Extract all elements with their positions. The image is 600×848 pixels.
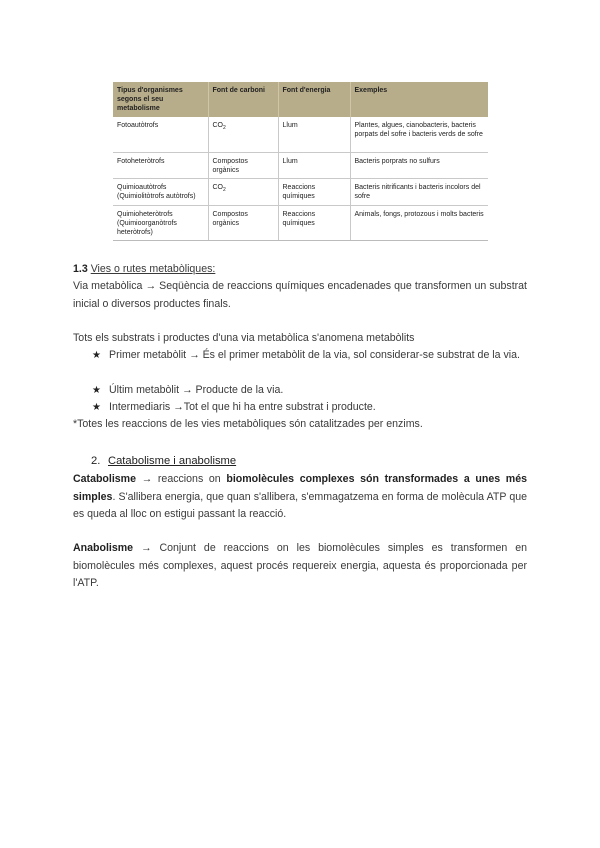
table-row [113,117,488,153]
section-title: Vies o rutes metabòliques: [90,263,216,275]
section-2-heading [91,455,236,467]
table-row [113,206,488,241]
list-item [92,382,527,400]
table-cell: Reaccions químiques [278,179,350,206]
table-cell: Llum [278,117,350,153]
list-item [92,399,527,417]
catabolism-paragraph: Catabolisme → reaccions on biomolècules complexes són transformades a unes més simples. S'allibera energia, que quan s'allibera, s'emmagatzema en forma de molècula ATP que es queda al lloc on estigui passant la reacció. [73,473,527,520]
table-header-cell: Tipus d'organismes segons el seu metabolisme [113,82,208,117]
table-cell: Llum [278,153,350,179]
table-cell: Fotoheteròtrofs [113,153,208,179]
catabolism-term: Catabolisme [73,473,136,485]
table-cell: Quimioheteròtrofs (Quimioorganòtrofs heteròtrofs) [113,206,208,241]
table-cell: Bacteris nitrificants i bacteris incolors del sofre [350,179,488,206]
list-item [92,347,527,365]
table-cell: Quimioautòtrofs (Quimiolitòtrofs autòtrofs) [113,179,208,206]
catabolism-emphasis: biomolècules complexes són transformades a unes més simples [73,473,527,503]
anabolism-term: Anabolisme [73,542,134,554]
section-1-3-heading [73,261,527,279]
table-cell: Plantes, algues, cianobacteris, bacteris porpats del sofre i bacteris verds de sofre [350,117,488,153]
table-cell: $CO_2$ [208,117,278,153]
section-number: 2. [91,455,101,467]
table-header-cell: Font d'energia [278,82,350,117]
metabolites-intro: Tots els substrats i productes d'una via metabòlica s'anomena metabòlits [73,332,415,344]
section-number: 1.3 [73,263,88,275]
list-item-text: Primer metabòlit → És el primer metabòlit de la via, sol considerar-se substrat de la via. [109,349,520,361]
table-cell: Reaccions químiques [278,206,350,241]
list-item-text: Últim metabòlit → Producte de la via. [109,384,284,396]
list-item-text: Intermediaris →Tot el que hi ha entre substrat i producte. [109,401,376,413]
metabolic-pathway-definition: Via metabòlica → Seqüència de reaccions químiques encadenades que transformen un substrat inicial o diversos productes finals. [73,280,527,310]
section-title: Catabolisme i anabolisme [108,455,237,467]
star-bullet-icon: ★ [92,385,101,396]
enzymes-note: *Totes les reaccions de les vies metabòliques són catalitzades per enzims. [73,418,423,430]
metabolism-types-table [113,82,488,241]
table-header-cell: Exemples [350,82,488,117]
table-row [113,179,488,206]
table-row [113,153,488,179]
table-cell: Animals, fongs, protozous i molts bacteris [350,206,488,241]
table-header-row [113,82,488,117]
table-cell: Bacteris porprats no sulfurs [350,153,488,179]
table-cell: $CO_2$ [208,179,278,206]
star-bullet-icon: ★ [92,402,101,413]
table-cell: Compostos orgànics [208,206,278,241]
table-header-cell: Font de carboni [208,82,278,117]
star-bullet-icon: ★ [92,350,101,361]
anabolism-paragraph: Anabolisme → Conjunt de reaccions on les biomolècules simples es transformen en biomolècules més complexes, aquest procés requereix energia, aquesta és proporcionada per l'ATP. [73,542,527,589]
table-cell: Compostos orgànics [208,153,278,179]
table-cell: Fotoautòtrofs [113,117,208,153]
